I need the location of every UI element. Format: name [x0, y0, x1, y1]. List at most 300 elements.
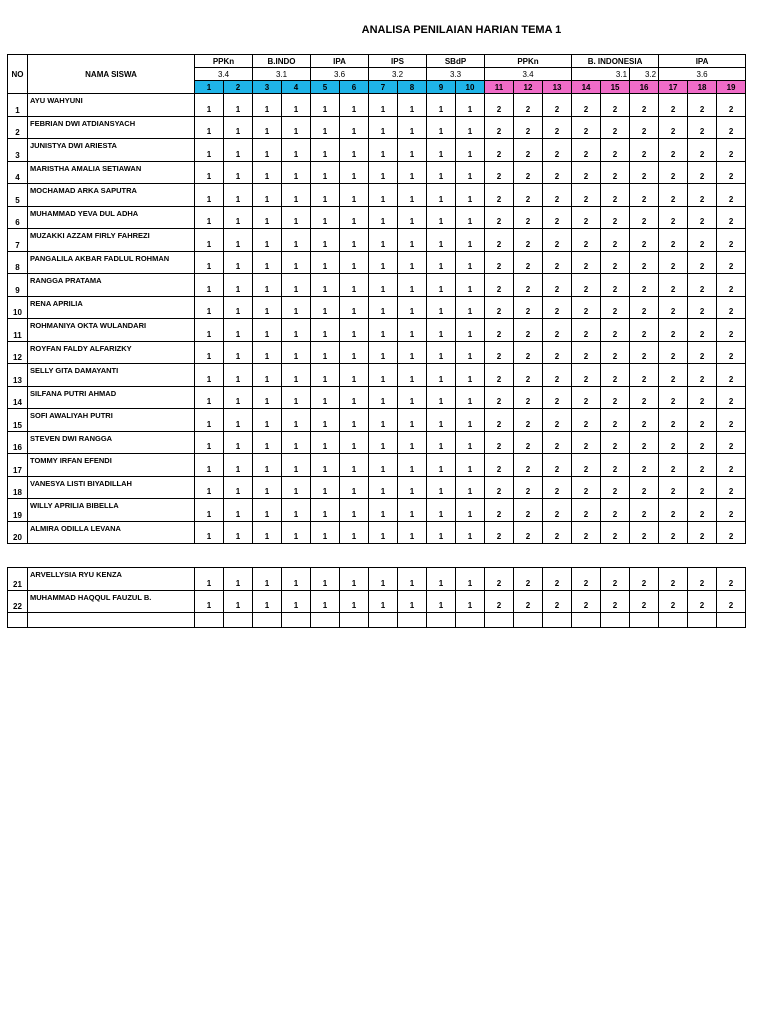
- score-cell: 2: [659, 476, 688, 499]
- score-cell: 1: [427, 116, 456, 139]
- score-cell: 1: [282, 341, 311, 364]
- score-cell: 1: [224, 206, 253, 229]
- score-cell: 1: [369, 139, 398, 162]
- student-name: MUHAMMAD YEVA DUL ADHA: [28, 206, 195, 229]
- kd-header: 3.2: [369, 68, 427, 81]
- score-cell: 2: [688, 319, 717, 342]
- score-cell: 1: [282, 431, 311, 454]
- question-number: 18: [688, 81, 717, 94]
- score-cell: 2: [659, 139, 688, 162]
- score-cell: 2: [485, 296, 514, 319]
- score-cell: 1: [456, 590, 485, 613]
- score-cell: 2: [601, 274, 630, 297]
- score-cell: 1: [224, 431, 253, 454]
- score-cell: 2: [717, 386, 746, 409]
- score-cell: 1: [195, 499, 224, 522]
- score-cell: 1: [369, 476, 398, 499]
- score-cell: 2: [514, 139, 543, 162]
- score-cell: 1: [282, 296, 311, 319]
- score-cell: 1: [224, 409, 253, 432]
- score-cell: 1: [224, 184, 253, 207]
- score-cell: 2: [601, 521, 630, 544]
- score-cell: 1: [253, 476, 282, 499]
- score-cell: 2: [630, 161, 659, 184]
- score-cell: 2: [659, 319, 688, 342]
- score-cell: 1: [340, 431, 369, 454]
- score-cell: 1: [195, 476, 224, 499]
- score-cell: 1: [253, 94, 282, 117]
- score-cell: 1: [224, 521, 253, 544]
- score-cell: 1: [398, 476, 427, 499]
- score-cell: 2: [688, 184, 717, 207]
- question-number: 19: [717, 81, 746, 94]
- score-cell: 2: [717, 206, 746, 229]
- score-cell: 1: [427, 568, 456, 591]
- score-cell: 2: [572, 184, 601, 207]
- score-cell: 1: [311, 319, 340, 342]
- score-cell: 2: [688, 116, 717, 139]
- score-cell: 1: [195, 251, 224, 274]
- score-cell: [514, 613, 543, 628]
- score-cell: 1: [311, 116, 340, 139]
- score-cell: 1: [311, 590, 340, 613]
- score-cell: 1: [398, 251, 427, 274]
- score-cell: 1: [456, 206, 485, 229]
- question-number: 9: [427, 81, 456, 94]
- student-name: ROHMANIYA OKTA WULANDARI: [28, 319, 195, 342]
- student-name: RENA APRILIA: [28, 296, 195, 319]
- score-cell: 2: [514, 499, 543, 522]
- table-row: [8, 409, 746, 432]
- score-cell: 2: [688, 499, 717, 522]
- score-cell: 2: [688, 521, 717, 544]
- score-cell: 2: [601, 409, 630, 432]
- score-cell: 1: [282, 590, 311, 613]
- question-number: 1: [195, 81, 224, 94]
- score-cell: 1: [224, 161, 253, 184]
- score-cell: 2: [717, 94, 746, 117]
- score-cell: 1: [195, 454, 224, 477]
- score-cell: 2: [485, 251, 514, 274]
- score-cell: 2: [601, 139, 630, 162]
- score-cell: 1: [282, 94, 311, 117]
- table-row: [8, 274, 746, 297]
- score-cell: 1: [369, 431, 398, 454]
- score-cell: 2: [717, 319, 746, 342]
- score-cell: 2: [717, 431, 746, 454]
- score-cell: 1: [456, 386, 485, 409]
- score-cell: 2: [485, 229, 514, 252]
- question-number: 16: [630, 81, 659, 94]
- score-cell: 1: [427, 521, 456, 544]
- score-cell: [398, 613, 427, 628]
- score-cell: 1: [456, 161, 485, 184]
- score-cell: 1: [340, 319, 369, 342]
- score-cell: 2: [659, 206, 688, 229]
- score-cell: 1: [427, 319, 456, 342]
- score-cell: 1: [282, 274, 311, 297]
- student-number: 13: [8, 364, 28, 387]
- score-cell: 1: [253, 139, 282, 162]
- score-cell: 2: [630, 409, 659, 432]
- score-cell: 1: [311, 454, 340, 477]
- score-cell: 2: [514, 341, 543, 364]
- score-cell: 1: [282, 251, 311, 274]
- student-number: 8: [8, 251, 28, 274]
- score-cell: 2: [485, 568, 514, 591]
- score-cell: 1: [427, 409, 456, 432]
- score-cell: 2: [659, 229, 688, 252]
- score-cell: 1: [398, 206, 427, 229]
- score-cell: 2: [717, 296, 746, 319]
- score-cell: 2: [630, 431, 659, 454]
- score-cell: 1: [282, 139, 311, 162]
- score-cell: 2: [543, 116, 572, 139]
- score-cell: 1: [369, 386, 398, 409]
- score-cell: 1: [340, 251, 369, 274]
- score-cell: 2: [717, 499, 746, 522]
- score-cell: 1: [224, 499, 253, 522]
- score-cell: 2: [514, 521, 543, 544]
- score-cell: 2: [688, 251, 717, 274]
- score-cell: 2: [514, 476, 543, 499]
- score-cell: 2: [543, 521, 572, 544]
- score-cell: 2: [717, 341, 746, 364]
- student-number: 2: [8, 116, 28, 139]
- score-cell: 1: [282, 184, 311, 207]
- score-cell: 1: [224, 476, 253, 499]
- score-cell: 2: [543, 139, 572, 162]
- score-cell: 2: [485, 364, 514, 387]
- score-cell: 2: [543, 590, 572, 613]
- score-cell: 2: [572, 364, 601, 387]
- table-row: [8, 184, 746, 207]
- score-cell: 2: [572, 94, 601, 117]
- score-cell: 2: [572, 476, 601, 499]
- score-cell: [630, 613, 659, 628]
- score-cell: 1: [456, 521, 485, 544]
- score-cell: 1: [369, 229, 398, 252]
- score-cell: 1: [398, 568, 427, 591]
- score-cell: 1: [369, 454, 398, 477]
- score-cell: 2: [659, 521, 688, 544]
- score-cell: 1: [311, 94, 340, 117]
- table-row: [8, 94, 746, 117]
- score-cell: 1: [340, 229, 369, 252]
- score-cell: 2: [601, 229, 630, 252]
- score-cell: 2: [659, 116, 688, 139]
- score-cell: 2: [543, 94, 572, 117]
- score-cell: 1: [253, 319, 282, 342]
- student-number: 17: [8, 454, 28, 477]
- score-cell: 1: [427, 590, 456, 613]
- score-cell: 1: [369, 206, 398, 229]
- score-cell: 1: [224, 296, 253, 319]
- score-cell: 2: [572, 431, 601, 454]
- score-cell: 1: [282, 364, 311, 387]
- score-cell: 1: [456, 364, 485, 387]
- score-cell: 2: [630, 364, 659, 387]
- student-name: MUZAKKI AZZAM FIRLY FAHREZI: [28, 229, 195, 252]
- score-cell: 2: [485, 499, 514, 522]
- student-name: ROYFAN FALDY ALFARIZKY: [28, 341, 195, 364]
- score-cell: [688, 613, 717, 628]
- score-cell: 1: [195, 161, 224, 184]
- score-cell: 1: [340, 139, 369, 162]
- score-cell: 1: [369, 521, 398, 544]
- score-cell: 2: [572, 116, 601, 139]
- score-cell: 1: [311, 386, 340, 409]
- score-cell: 1: [253, 341, 282, 364]
- score-cell: 1: [311, 499, 340, 522]
- score-cell: 2: [543, 499, 572, 522]
- score-cell: 1: [340, 409, 369, 432]
- score-cell: 2: [543, 161, 572, 184]
- score-cell: 2: [659, 274, 688, 297]
- score-cell: [253, 613, 282, 628]
- score-cell: 2: [630, 229, 659, 252]
- score-cell: 1: [311, 431, 340, 454]
- score-cell: 2: [572, 251, 601, 274]
- score-cell: 2: [630, 568, 659, 591]
- question-number: 11: [485, 81, 514, 94]
- score-cell: 1: [282, 476, 311, 499]
- score-cell: 1: [398, 296, 427, 319]
- score-cell: 1: [311, 341, 340, 364]
- score-cell: 2: [514, 116, 543, 139]
- student-name: WILLY APRILIA BIBELLA: [28, 499, 195, 522]
- question-number: 17: [659, 81, 688, 94]
- score-cell: 2: [688, 454, 717, 477]
- score-cell: 1: [195, 139, 224, 162]
- score-cell: 1: [398, 319, 427, 342]
- score-cell: 2: [688, 590, 717, 613]
- score-cell: 2: [543, 386, 572, 409]
- question-number: 3: [253, 81, 282, 94]
- score-cell: 2: [543, 431, 572, 454]
- score-cell: 2: [485, 184, 514, 207]
- score-cell: [543, 613, 572, 628]
- student-number: 3: [8, 139, 28, 162]
- score-cell: [427, 613, 456, 628]
- score-cell: 1: [369, 274, 398, 297]
- score-cell: 2: [688, 206, 717, 229]
- score-cell: 1: [224, 251, 253, 274]
- student-number: 19: [8, 499, 28, 522]
- score-cell: 1: [224, 94, 253, 117]
- score-cell: 2: [659, 364, 688, 387]
- score-cell: 2: [688, 364, 717, 387]
- student-name: VANESYA LISTI BIYADILLAH: [28, 476, 195, 499]
- subject-header: B. INDONESIA: [572, 55, 659, 68]
- score-cell: 2: [630, 251, 659, 274]
- score-cell: 2: [485, 274, 514, 297]
- subject-header: PPKn: [195, 55, 253, 68]
- score-cell: 1: [311, 521, 340, 544]
- score-cell: 2: [630, 319, 659, 342]
- score-cell: 2: [543, 341, 572, 364]
- score-cell: 2: [572, 161, 601, 184]
- kd-header: 3.2: [630, 68, 659, 81]
- score-cell: 2: [543, 184, 572, 207]
- score-cell: 2: [659, 568, 688, 591]
- score-cell: 1: [456, 319, 485, 342]
- score-cell: 1: [253, 229, 282, 252]
- score-cell: 1: [282, 568, 311, 591]
- score-cell: 1: [427, 184, 456, 207]
- score-cell: 1: [311, 139, 340, 162]
- student-name: STEVEN DWI RANGGA: [28, 431, 195, 454]
- score-cell: 2: [688, 229, 717, 252]
- score-cell: 1: [224, 229, 253, 252]
- score-cell: 2: [601, 184, 630, 207]
- student-number: 11: [8, 319, 28, 342]
- score-cell: 2: [543, 319, 572, 342]
- score-cell: 1: [427, 274, 456, 297]
- score-cell: 2: [659, 94, 688, 117]
- score-cell: 1: [398, 386, 427, 409]
- score-cell: 2: [688, 161, 717, 184]
- student-number: 14: [8, 386, 28, 409]
- score-cell: 1: [398, 161, 427, 184]
- score-cell: 1: [311, 476, 340, 499]
- score-cell: 2: [688, 476, 717, 499]
- score-cell: 1: [253, 568, 282, 591]
- score-cell: 1: [456, 94, 485, 117]
- score-cell: 2: [630, 184, 659, 207]
- question-number: 4: [282, 81, 311, 94]
- score-cell: 2: [485, 341, 514, 364]
- question-number: 6: [340, 81, 369, 94]
- score-cell: 2: [485, 431, 514, 454]
- score-cell: 2: [717, 274, 746, 297]
- score-cell: 1: [456, 116, 485, 139]
- student-name: PANGALILA AKBAR FADLUL ROHMAN: [28, 251, 195, 274]
- score-cell: 1: [427, 431, 456, 454]
- student-number: 7: [8, 229, 28, 252]
- score-cell: 2: [717, 229, 746, 252]
- student-number: 21: [8, 568, 28, 591]
- score-cell: 1: [398, 341, 427, 364]
- subject-header: IPA: [659, 55, 746, 68]
- table-row: [8, 521, 746, 544]
- score-cell: 1: [340, 274, 369, 297]
- score-cell: [311, 613, 340, 628]
- student-number: 22: [8, 590, 28, 613]
- score-cell: 2: [514, 568, 543, 591]
- kd-header: 3.4: [485, 68, 572, 81]
- score-cell: 1: [427, 454, 456, 477]
- score-cell: 1: [456, 476, 485, 499]
- subject-header: PPKn: [485, 55, 572, 68]
- score-cell: 2: [717, 454, 746, 477]
- student-number: 6: [8, 206, 28, 229]
- score-cell: 1: [340, 296, 369, 319]
- score-cell: 1: [311, 364, 340, 387]
- score-cell: 1: [398, 409, 427, 432]
- student-name: AYU WAHYUNI: [28, 94, 195, 117]
- subject-header: SBdP: [427, 55, 485, 68]
- score-cell: 2: [659, 341, 688, 364]
- score-cell: 2: [630, 454, 659, 477]
- score-cell: 1: [195, 409, 224, 432]
- score-cell: 2: [514, 590, 543, 613]
- score-cell: 1: [369, 568, 398, 591]
- score-cell: 1: [398, 364, 427, 387]
- table-row: [8, 161, 746, 184]
- score-cell: [340, 613, 369, 628]
- score-cell: 2: [514, 161, 543, 184]
- score-cell: 2: [659, 296, 688, 319]
- question-number: 2: [224, 81, 253, 94]
- name-column-header: NAMA SISWA: [28, 55, 195, 94]
- score-cell: 1: [369, 94, 398, 117]
- score-cell: 2: [630, 139, 659, 162]
- score-cell: 1: [340, 206, 369, 229]
- score-cell: 1: [253, 409, 282, 432]
- student-name: [28, 613, 195, 628]
- student-number: 4: [8, 161, 28, 184]
- score-cell: 2: [485, 521, 514, 544]
- score-cell: 1: [340, 116, 369, 139]
- score-cell: 1: [195, 364, 224, 387]
- score-cell: 2: [601, 568, 630, 591]
- no-column-header: NO: [8, 55, 28, 94]
- score-cell: 2: [601, 251, 630, 274]
- score-cell: 2: [514, 274, 543, 297]
- score-cell: 1: [340, 499, 369, 522]
- score-cell: 1: [253, 454, 282, 477]
- score-cell: 1: [456, 229, 485, 252]
- score-cell: 1: [224, 139, 253, 162]
- score-cell: 1: [340, 341, 369, 364]
- score-cell: 1: [456, 431, 485, 454]
- score-cell: 1: [398, 184, 427, 207]
- kd-header: 3.6: [659, 68, 746, 81]
- score-cell: 2: [485, 319, 514, 342]
- table-row: [8, 319, 746, 342]
- score-cell: 1: [427, 476, 456, 499]
- question-number: 15: [601, 81, 630, 94]
- score-cell: 1: [340, 94, 369, 117]
- score-cell: 2: [485, 161, 514, 184]
- score-cell: 1: [427, 139, 456, 162]
- table-row: [8, 206, 746, 229]
- score-cell: 1: [427, 341, 456, 364]
- student-name: TOMMY IRFAN EFENDI: [28, 454, 195, 477]
- score-cell: 2: [514, 386, 543, 409]
- score-cell: 1: [369, 296, 398, 319]
- score-cell: 1: [311, 161, 340, 184]
- score-cell: 1: [195, 319, 224, 342]
- score-cell: 1: [398, 521, 427, 544]
- score-cell: 1: [224, 274, 253, 297]
- table-row: [8, 454, 746, 477]
- table-row: [8, 229, 746, 252]
- score-cell: 1: [282, 116, 311, 139]
- score-cell: 1: [427, 94, 456, 117]
- score-cell: 1: [340, 454, 369, 477]
- score-cell: 2: [601, 476, 630, 499]
- score-cell: 1: [369, 116, 398, 139]
- score-cell: 1: [282, 319, 311, 342]
- score-cell: 1: [253, 386, 282, 409]
- score-cell: 2: [717, 476, 746, 499]
- table-row: [8, 296, 746, 319]
- score-cell: 2: [717, 184, 746, 207]
- score-cell: 1: [195, 521, 224, 544]
- score-cell: 2: [659, 499, 688, 522]
